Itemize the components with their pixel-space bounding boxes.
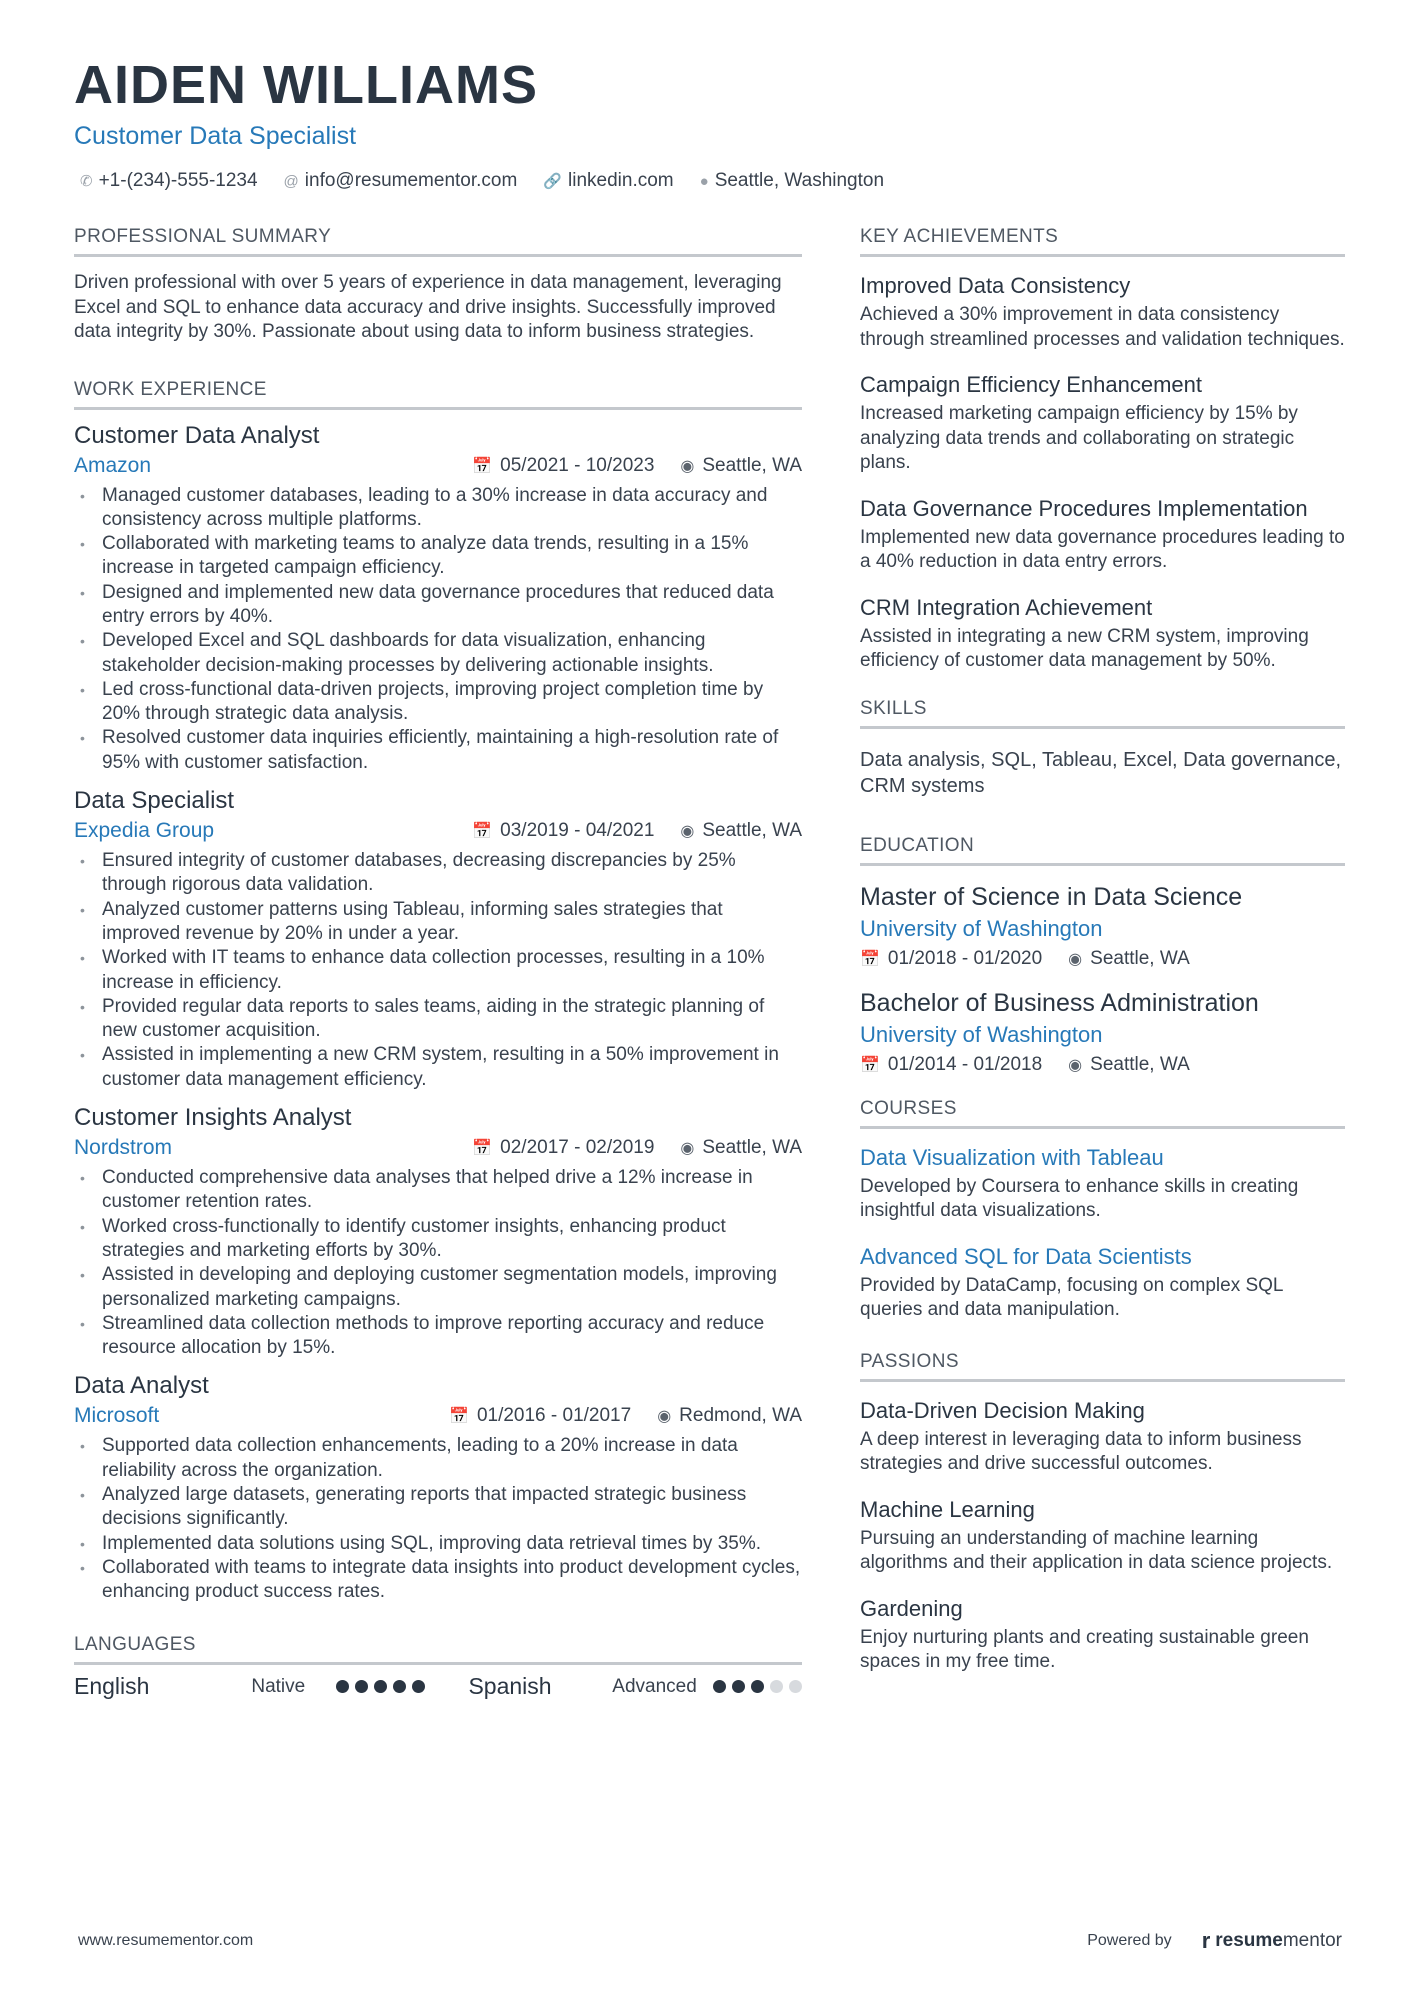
candidate-name: AIDEN WILLIAMS — [74, 55, 538, 115]
section-title: PASSIONS — [860, 1351, 1345, 1382]
list-item: • Worked cross-functionally to identify customer insights, enhancing product strategies and marketing efforts by 30%. — [74, 1215, 802, 1264]
right-column — [860, 226, 1345, 1693]
list-item: • Ensured integrity of customer databases, decreasing discrepancies by 25% through rigorous data validation. — [74, 849, 802, 898]
left-column — [74, 226, 802, 1700]
job-entry — [74, 420, 802, 776]
job-dates: 01/2016 - 01/2017 — [476, 1405, 632, 1427]
rating-dot — [336, 1680, 349, 1693]
company-name: Amazon — [74, 453, 152, 477]
rating-dot — [751, 1680, 764, 1693]
achievement-desc: Assisted in integrating a new CRM system, improving efficiency of customer data management by 50%. — [860, 625, 1309, 671]
list-item: • Conducted comprehensive data analyses that helped drive a 12% increase in customer retention rates. — [74, 1166, 802, 1215]
company-name: Microsoft — [74, 1404, 160, 1428]
footer-website[interactable]: www.resumementor.com — [78, 1932, 254, 1949]
passion-item — [860, 1594, 1345, 1675]
job-entry — [74, 1370, 802, 1604]
rating-dot — [770, 1680, 783, 1693]
contact-text: Seattle, Washington — [714, 170, 885, 191]
rating-dot — [713, 1680, 726, 1693]
location-icon: ◉ — [680, 457, 695, 475]
list-item: • Provided regular data reports to sales teams, aiding in the strategic planning of new customer acquisition. — [74, 995, 802, 1044]
job-location: Seattle, WA — [702, 454, 802, 476]
contact-email[interactable] — [284, 170, 518, 192]
location-icon: ◉ — [1068, 1056, 1083, 1074]
rating-dot — [355, 1680, 368, 1693]
location-icon: ◉ — [657, 1408, 672, 1426]
summary-section — [74, 226, 802, 345]
job-dates: 02/2017 - 02/2019 — [500, 1137, 655, 1159]
contact-text: linkedin.com — [568, 170, 674, 191]
job-title: Customer Data Analyst — [74, 421, 320, 449]
list-item: • Implemented data solutions using SQL, improving data retrieval times by 35%. — [74, 1532, 802, 1556]
contact-phone[interactable] — [80, 170, 258, 192]
course-desc: Developed by Coursera to enhance skills in creating insightful data visualizations. — [860, 1175, 1299, 1221]
passion-title: Machine Learning — [860, 1496, 1035, 1522]
job-bullets — [74, 1166, 802, 1360]
calendar-icon: 📅 — [472, 1140, 493, 1158]
rating-dot — [789, 1680, 802, 1693]
languages-section — [74, 1634, 802, 1700]
list-item: • Developed Excel and SQL dashboards for data visualization, enhancing stakeholder decision-making processes by delivering actionable insights. — [74, 629, 802, 678]
school-name: University of Washington — [860, 915, 1103, 941]
education-item — [860, 880, 1345, 970]
section-title: COURSES — [860, 1098, 1345, 1129]
achievement-title: Improved Data Consistency — [860, 273, 1131, 298]
education-location: Seattle, WA — [1090, 947, 1190, 969]
skills-text: Data analysis, SQL, Tableau, Excel, Data governance, CRM systems — [860, 748, 1342, 797]
passion-title: Gardening — [860, 1595, 963, 1621]
course-desc: Provided by DataCamp, focusing on complex SQL queries and data manipulation. — [860, 1274, 1283, 1320]
course-title: Data Visualization with Tableau — [860, 1144, 1164, 1170]
at-icon: @ — [283, 172, 299, 190]
courses-section — [860, 1098, 1345, 1323]
location-icon: ◉ — [680, 1140, 695, 1158]
section-title: WORK EXPERIENCE — [74, 379, 802, 410]
passion-desc: A deep interest in leveraging data to inform business strategies and drive successful outcomes. — [860, 1428, 1302, 1474]
achievement-title: Data Governance Procedures Implementation — [860, 495, 1308, 521]
achievement-title: CRM Integration Achievement — [860, 594, 1153, 620]
job-title: Data Analyst — [74, 1372, 209, 1400]
experience-section — [74, 379, 802, 1605]
location-icon: ◉ — [680, 823, 695, 841]
list-item: • Analyzed large datasets, generating reports that impacted strategic business decisions significantly. — [74, 1483, 802, 1532]
passions-section — [860, 1351, 1345, 1675]
language-name: Spanish — [468, 1673, 552, 1700]
education-dates: 01/2018 - 01/2020 — [887, 947, 1043, 969]
education-dates: 01/2014 - 01/2018 — [887, 1053, 1043, 1075]
candidate-role: Customer Data Specialist — [74, 122, 357, 150]
calendar-icon: 📅 — [472, 457, 493, 475]
list-item: • Worked with IT teams to enhance data collection processes, resulting in a 10% increase in efficiency. — [74, 946, 802, 995]
skills-section — [860, 698, 1345, 799]
location-icon: ● — [699, 172, 709, 190]
language-rating-spanish — [713, 1680, 802, 1693]
rating-dot — [732, 1680, 745, 1693]
list-item: • Supported data collection enhancements, leading to a 20% increase in data reliability across the organization. — [74, 1434, 802, 1483]
list-item: • Collaborated with teams to integrate data insights into product development cycles, enhancing product success rates. — [74, 1556, 802, 1605]
language-level: Native — [251, 1675, 306, 1697]
company-name: Nordstrom — [74, 1136, 173, 1160]
education-section — [860, 835, 1345, 1076]
job-location: Redmond, WA — [679, 1405, 802, 1427]
contact-text: info@resumementor.com — [304, 170, 518, 191]
list-item: • Assisted in developing and deploying customer segmentation models, improving personalized marketing campaigns. — [74, 1263, 802, 1312]
job-entry — [74, 1102, 802, 1360]
calendar-icon: 📅 — [472, 823, 493, 841]
list-item: • Assisted in implementing a new CRM system, resulting in a 50% improvement in customer data management efficiency. — [74, 1043, 802, 1092]
list-item: • Designed and implemented new data governance procedures that reduced data entry errors by 40%. — [74, 581, 802, 630]
achievement-item — [860, 494, 1345, 575]
language-rating-english — [336, 1680, 458, 1693]
passion-desc: Pursuing an understanding of machine learning algorithms and their application in data science projects. — [860, 1527, 1333, 1573]
phone-icon: ✆ — [80, 173, 93, 190]
summary-text: Driven professional with over 5 years of experience in data management, leveraging Excel and SQL to enhance data accuracy and drive insights. Successfully improved data integrity by 30%. Passionate about using data to inform business strategies. — [74, 272, 782, 342]
job-bullets — [74, 484, 802, 776]
list-item: • Collaborated with marketing teams to analyze data trends, resulting in a 15% increase in targeted campaign efficiency. — [74, 532, 802, 581]
company-name: Expedia Group — [74, 819, 215, 843]
language-level: Advanced — [612, 1675, 697, 1697]
degree-title: Bachelor of Business Administration — [860, 988, 1259, 1017]
job-dates: 05/2021 - 10/2023 — [500, 454, 655, 476]
achievement-desc: Implemented new data governance procedures leading to a 40% reduction in data entry errors. — [860, 526, 1345, 572]
contact-text: +1-(234)-555-1234 — [98, 170, 258, 191]
brand-rest: mentor — [1282, 1930, 1342, 1951]
calendar-icon: 📅 — [449, 1408, 469, 1426]
section-title: PROFESSIONAL SUMMARY — [74, 226, 802, 257]
achievements-section — [860, 226, 1345, 674]
contact-location — [700, 170, 884, 192]
list-item: • Streamlined data collection methods to improve reporting accuracy and reduce resource allocation by 15%. — [74, 1312, 802, 1361]
job-bullets — [74, 849, 802, 1092]
calendar-icon: 📅 — [860, 1056, 880, 1074]
language-name: English — [74, 1673, 150, 1700]
achievement-item — [860, 593, 1345, 674]
contact-bar — [80, 170, 884, 192]
brand-bold: resume — [1215, 1930, 1283, 1951]
powered-by-label: Powered by — [1087, 1932, 1172, 1949]
job-entry — [74, 785, 802, 1092]
education-item — [860, 986, 1345, 1076]
rating-dot — [374, 1680, 387, 1693]
job-location: Seattle, WA — [702, 820, 802, 842]
rating-dot — [412, 1680, 425, 1693]
job-bullets — [74, 1434, 802, 1604]
calendar-icon: 📅 — [860, 950, 880, 968]
education-location: Seattle, WA — [1090, 1053, 1190, 1075]
brand-logo[interactable] — [1202, 1928, 1342, 1954]
list-item: • Analyzed customer patterns using Tableau, informing sales strategies that improved revenue by 20% in under a year. — [74, 898, 802, 947]
passion-title: Data-Driven Decision Making — [860, 1397, 1145, 1423]
list-item: • Managed customer databases, leading to a 30% increase in data accuracy and consistency across multiple platforms. — [74, 484, 802, 533]
link-icon: 🔗 — [543, 173, 563, 190]
school-name: University of Washington — [860, 1021, 1103, 1047]
rating-dot — [393, 1680, 406, 1693]
course-item — [860, 1242, 1345, 1323]
course-title: Advanced SQL for Data Scientists — [860, 1243, 1192, 1269]
achievement-desc: Achieved a 30% improvement in data consistency through streamlined processes and validation techniques. — [860, 304, 1345, 350]
section-title: KEY ACHIEVEMENTS — [860, 226, 1345, 257]
contact-linkedin[interactable] — [543, 170, 673, 192]
section-title: LANGUAGES — [74, 1634, 802, 1665]
degree-title: Master of Science in Data Science — [860, 882, 1243, 911]
section-title: EDUCATION — [860, 835, 1345, 866]
list-item: • Resolved customer data inquiries efficiently, maintaining a high-resolution rate of 95% with customer satisfaction. — [74, 726, 802, 775]
list-item: • Led cross-functional data-driven projects, improving project completion time by 20% through strategic data analysis. — [74, 678, 802, 727]
achievement-item — [860, 271, 1345, 352]
job-location: Seattle, WA — [702, 1137, 802, 1159]
footer-branding — [1087, 1928, 1342, 1954]
achievement-desc: Increased marketing campaign efficiency by 15% by analyzing data trends and collaborating on strategic plans. — [860, 403, 1298, 473]
brand-mark-icon: r — [1201, 1928, 1211, 1953]
job-title: Customer Insights Analyst — [74, 1104, 352, 1132]
passion-item — [860, 1495, 1345, 1576]
section-title: SKILLS — [860, 698, 1345, 729]
passion-desc: Enjoy nurturing plants and creating sustainable green spaces in my free time. — [860, 1626, 1309, 1672]
location-icon: ◉ — [1068, 950, 1083, 968]
job-title: Data Specialist — [74, 787, 235, 815]
passion-item — [860, 1396, 1345, 1477]
course-item — [860, 1143, 1345, 1224]
achievement-title: Campaign Efficiency Enhancement — [860, 372, 1203, 397]
achievement-item — [860, 370, 1345, 476]
job-dates: 03/2019 - 04/2021 — [500, 820, 655, 842]
